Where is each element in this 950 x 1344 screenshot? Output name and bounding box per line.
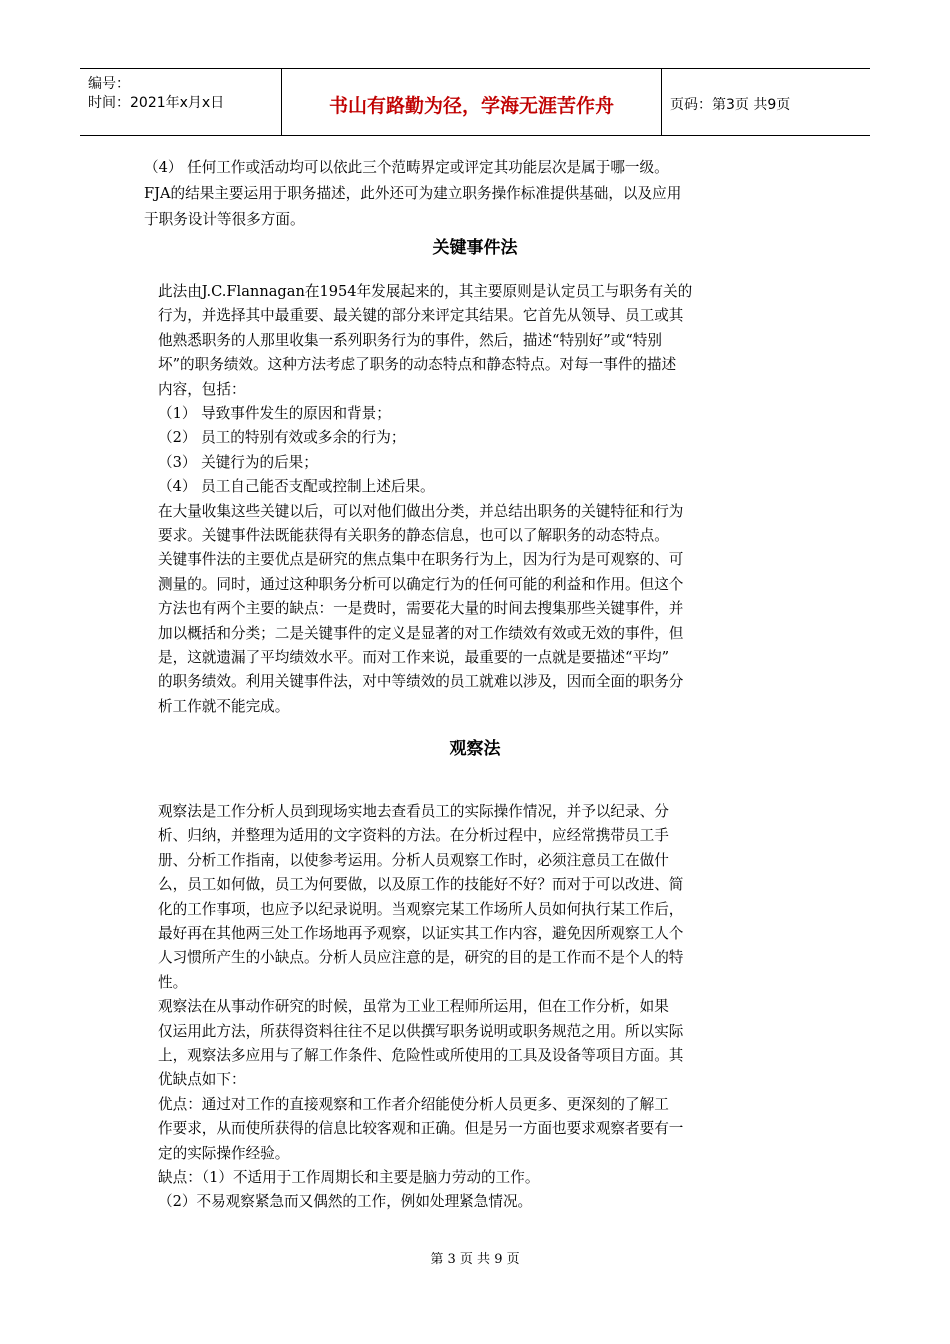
page-label: 页码：第3页 共9页 [670, 97, 791, 113]
text-line: 定的实际操作经验。 [158, 1144, 290, 1162]
text-line: 作要求，从而使所获得的信息比较客观和正确。但是另一方面也要求观察者要有一 [158, 1120, 684, 1138]
text-line: 析工作就不能完成。 [158, 697, 290, 715]
text-line: 么，员工如何做，员工为何要做，以及原工作的技能好不好？而对于可以改进、简 [158, 876, 684, 894]
text-line: 方法也有两个主要的缺点：一是费时，需要花大量的时间去搜集那些关键事件，并 [158, 600, 684, 618]
text-line: 要求。关键事件法既能获得有关职务的静态信息，也可以了解职务的动态特点。 [158, 527, 669, 544]
text-line: 内容，包括： [158, 380, 246, 398]
text-line: （3） 关键行为的后果； [158, 453, 318, 471]
text-line: 优缺点如下： [158, 1071, 246, 1089]
time-label: 时间：2021年x月x日 [88, 95, 225, 111]
text-line: 册、分析工作指南，以使参考运用。分析人员观察工作时，必须注意员工在做什 [158, 851, 669, 869]
text-line: （2） 员工的特别有效或多余的行为； [158, 429, 406, 447]
text-line: 优点：通过对工作的直接观察和工作者介绍能使分析人员更多、更深刻的了解工 [158, 1095, 669, 1113]
text-line: 化的工作事项，也应予以纪录说明。当观察完某工作场所人员如何执行某工作后， [158, 900, 684, 918]
text-line: 缺点：（1）不适用于工作周期长和主要是脑力劳动的工作。 [158, 1169, 540, 1186]
text-line: （4） 员工自己能否支配或控制上述后果。 [158, 478, 435, 496]
text-line: （4） 任何工作或活动均可以依此三个范畴界定或评定其功能层次是属于哪一级。 [144, 159, 669, 176]
section-title-critical-incident: 关键事件法 [432, 238, 518, 258]
number-label: 编号： [88, 76, 130, 92]
text-line: 最好再在其他两三处工作场地再予观察，以证实其工作内容，避免因所观察工人个 [158, 925, 684, 942]
text-line: 他熟悉职务的人那里收集一系列职务行为的事件，然后，描述“特别好”或“特别 [158, 331, 662, 349]
text-line: FJA的结果主要运用于职务描述，此外还可为建立职务操作标准提供基础，以及应用 [144, 185, 682, 202]
header-motto-cell [282, 69, 662, 135]
text-line: 是，这就遗漏了平均绩效水平。而对工作来说，最重要的一点就是要描述“平均” [158, 649, 670, 666]
text-line: 行为，并选择其中最重要、最关键的部分来评定其结果。它首先从领导、员工或其 [158, 307, 684, 325]
header-info-cell [80, 69, 282, 135]
text-line: 上，观察法多应用与了解工作条件、危险性或所使用的工具及设备等项目方面。其 [158, 1047, 684, 1064]
motto-text: 书山有路勤为径，学海无涯苦作舟 [328, 95, 614, 117]
text-line: 坏”的职务绩效。这种方法考虑了职务的动态特点和静态特点。对每一事件的描述 [158, 356, 677, 374]
text-line: 性。 [158, 973, 188, 991]
text-line: 加以概括和分类；二是关键事件的定义是显著的对工作绩效有效或无效的事件，但 [158, 624, 684, 642]
text-line: 于职务设计等很多方面。 [144, 211, 305, 228]
text-line: 测量的。同时，通过这种职务分析可以确定行为的任何可能的利益和作用。但这个 [158, 575, 684, 593]
text-line: 的职务绩效。利用关键事件法，对中等绩效的员工就难以涉及，因而全面的职务分 [158, 673, 684, 691]
section-title-observation: 观察法 [449, 739, 501, 759]
text-line: 人习惯所产生的小缺点。分析人员应注意的是，研究的目的是工作而不是个人的特 [158, 949, 684, 967]
text-line: （1） 导致事件发生的原因和背景； [158, 405, 391, 422]
text-line: 仅运用此方法，所获得资料往往不足以供撰写职务说明或职务规范之用。所以实际 [158, 1022, 684, 1040]
header-page-cell [662, 69, 870, 135]
text-line: （2）不易观察紧急而又偶然的工作，例如处理紧急情况。 [158, 1193, 533, 1211]
page-header [80, 68, 870, 136]
text-line: 在大量收集这些关键以后，可以对他们做出分类，并总结出职务的关键特征和行为 [158, 502, 684, 520]
text-line: 关键事件法的主要优点是研究的焦点集中在职务行为上，因为行为是可观察的、可 [158, 551, 684, 569]
text-line: 观察法是工作分析人员到现场实地去查看员工的实际操作情况，并予以纪录、分 [158, 803, 669, 820]
page-footer: 第 3 页 共 9 页 [430, 1252, 520, 1267]
text-line: 析、归纳，并整理为适用的文字资料的方法。在分析过程中，应经常携带员工手 [158, 827, 669, 845]
text-line: 此法由J.C.Flannagan在1954年发展起来的，其主要原则是认定员工与职务有关的 [158, 283, 693, 300]
text-line: 观察法在从事动作研究的时候，虽常为工业工程师所运用，但在工作分析，如果 [158, 998, 669, 1016]
